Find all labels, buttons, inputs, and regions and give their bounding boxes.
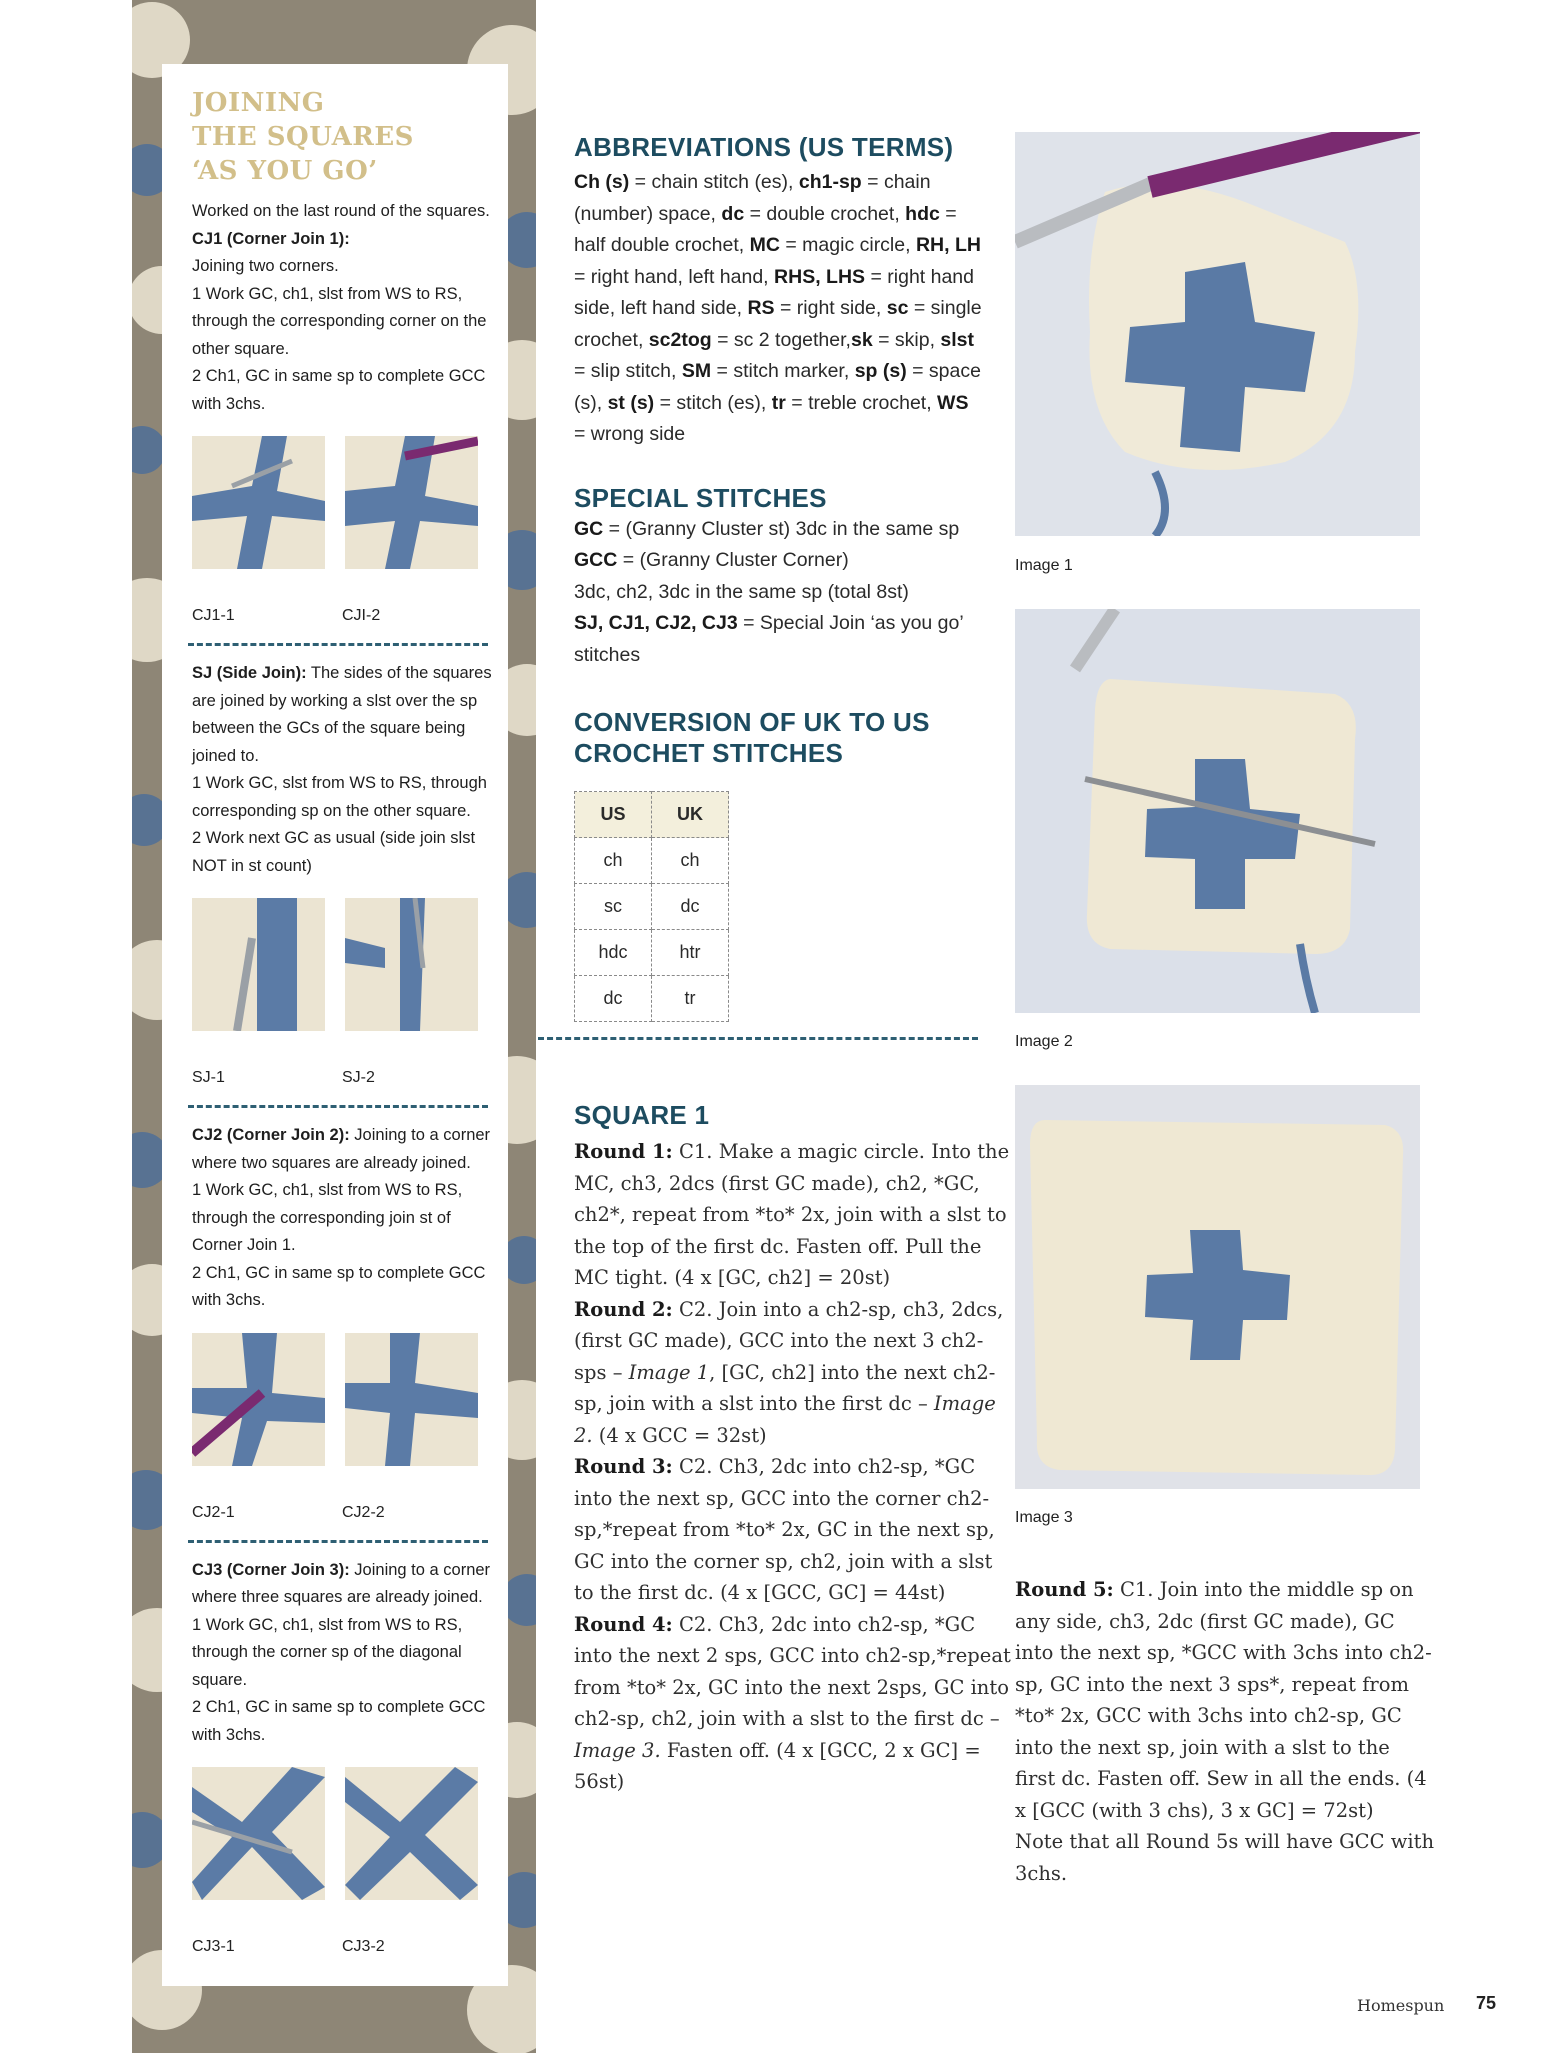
abbreviation-definition: = right hand side, left hand side, [574, 265, 975, 319]
cj2-desc: Joining to a corner where two squares are already joined. [192, 1126, 491, 1172]
abbreviations-list [574, 167, 984, 451]
abbreviation-term: Ch (s) [574, 171, 630, 193]
gcc-term: GCC [574, 549, 618, 571]
round-3-text: C2. Ch3, 2dc into ch2-sp, *GC into the next sp, GCC into the corner ch2-sp,*repeat from *to* 2x, GC in the next sp, GC into the corner sp, ch2, join with a slst to the first dc. (4 x [GCC, GC] = 44st) [574, 1455, 995, 1604]
cj2-2-caption: CJ2-2 [342, 1503, 385, 1521]
image-1-reference: Image 1 [628, 1360, 710, 1384]
sj-2-photo [345, 898, 478, 1031]
image-3-reference: Image 3. [574, 1738, 661, 1762]
abbreviation-definition: = wrong side [574, 423, 686, 445]
cj1-1-caption: CJ1-1 [192, 607, 235, 624]
sj-term: SJ (Side Join): [192, 664, 307, 682]
cj1-term: CJ1 (Corner Join 1): [192, 229, 350, 248]
sj-cj-term: SJ, CJ1, CJ2, CJ3 [574, 612, 738, 634]
cj1-captions [192, 607, 492, 625]
table-cell: ch [575, 838, 652, 884]
abbreviation-definition: = double crochet, [744, 202, 906, 225]
round-3 [574, 1451, 1014, 1609]
round-5 [1015, 1574, 1435, 1889]
abbreviation-definition: = chain stitch (es), [629, 171, 799, 193]
table-cell: ch [652, 838, 729, 884]
round-1-text: C1. Make a magic circle. Into the MC, ch3, 2dcs (first GC made), ch2, *GC, ch2*, repeat from *to* 2x, join with a slst to the top of the first dc. Fasten off. Pull the MC tight. (4 x [GC, ch2] = 20st) [574, 1140, 1010, 1289]
table-cell: hdc [575, 930, 652, 976]
cj2-step-2: 2 Ch1, GC in same sp to complete GCC with 3chs. [192, 1263, 486, 1309]
square-1-heading: SQUARE 1 [574, 1100, 710, 1130]
cj3-desc: Joining to a corner where three squares are already joined. [192, 1560, 491, 1606]
special-stitches-text [574, 514, 984, 672]
abbreviation-term: RHS, LHS [774, 265, 866, 288]
abbreviation-definition: = sc 2 together, [711, 328, 851, 351]
table-row [575, 838, 729, 884]
sidebar-divider-3 [188, 1540, 488, 1543]
table-cell: sc [575, 884, 652, 930]
cj3-2-photo [345, 1767, 478, 1900]
cj3-step-2: 2 Ch1, GC in same sp to complete GCC with 3chs. [192, 1698, 486, 1744]
sj-captions [192, 1069, 492, 1087]
round-4-label: Round 4: [574, 1612, 673, 1636]
sidebar-title [192, 86, 492, 188]
abbreviation-definition: = magic circle, [779, 234, 916, 256]
cj2-1-photo [192, 1333, 325, 1466]
cj2-1-caption: CJ2-1 [192, 1503, 235, 1521]
cj2-term: CJ2 (Corner Join 2): [192, 1126, 350, 1144]
image-2-reference: Image 2. [574, 1392, 996, 1447]
sidebar-divider-2 [188, 1105, 488, 1108]
abbreviation-definition: = treble crochet, [785, 391, 938, 414]
cj3-captions [192, 1938, 492, 1956]
round-3-label: Round 3: [574, 1455, 673, 1478]
abbreviation-term: RH, LH [915, 234, 981, 256]
abbreviation-term: dc [721, 202, 745, 225]
sj-desc: The sides of the squares are joined by working a slst over the sp between the GCs of the square being joined to. [192, 664, 492, 765]
sj-section [192, 660, 492, 880]
cj1-section [192, 198, 492, 418]
sj-1-caption: SJ-1 [192, 1069, 225, 1086]
cj2-captions [192, 1504, 492, 1522]
abbreviation-term: hdc [905, 202, 940, 225]
cj3-term: CJ3 (Corner Join 3): [192, 1560, 350, 1579]
abbreviation-definition: = slip stitch, [574, 360, 682, 382]
image-3-photo [1015, 1085, 1420, 1489]
round-5-note: Note that all Round 5s will have GCC with 3chs. [1015, 1830, 1435, 1885]
abbreviation-term: sc2tog [648, 328, 712, 351]
conversion-table-header [575, 792, 729, 838]
cj1-photos [192, 436, 492, 569]
square-1-instructions [574, 1136, 1014, 1798]
gc-term: GC [574, 517, 604, 540]
round-5-label: Round 5: [1015, 1578, 1114, 1601]
abbreviation-term: SM [681, 360, 712, 382]
abbreviation-term: st (s) [607, 391, 655, 414]
gcc-detail: 3dc, ch2, 3dc in the same sp (total 8st) [574, 580, 909, 603]
cj1-step-2: 2 Ch1, GC in same sp to complete GCC with 3chs. [192, 367, 486, 413]
image-1-caption: Image 1 [1015, 557, 1073, 574]
intro-text: Worked on the last round of the squares. [192, 202, 490, 220]
round-5-text: C1. Join into the middle sp on any side, ch3, 2dc (first GC made), GC into the next sp, *GCC with 3chs into ch2-sp, GC into the next 3 sps*, repeat from *to* 2x, GCC with 3chs into ch2-sp, GC into the next sp, join with a slst to the first dc. Fasten off. Sew in all the ends. (4 x [GCC (with 3 chs), 3 x GC] = 72st) [1015, 1578, 1432, 1822]
sj-cj-desc: = Special Join ‘as you go’ stitches [574, 612, 963, 666]
sj-photos [192, 898, 492, 1031]
table-cell: dc [652, 884, 729, 930]
sidebar-title-line-1: JOINING [192, 88, 325, 118]
cj3-photos [192, 1767, 492, 1900]
round-2-text: , [GC, ch2] into the next ch2-sp, join with a slst into the first dc – [574, 1360, 996, 1415]
abbreviation-term: slst [940, 328, 975, 351]
round-4-text: Fasten off. (4 x [GCC, 2 x GC] = 56st) [574, 1738, 981, 1793]
abbreviation-term: ch1-sp [798, 171, 862, 193]
image-2-caption: Image 2 [1015, 1033, 1073, 1050]
cj2-photos [192, 1333, 492, 1466]
cj3-step-1: 1 Work GC, ch1, slst from WS to RS, through the corner sp of the diagonal square. [192, 1615, 463, 1689]
abbreviation-definition: = single crochet, [574, 297, 982, 351]
sj-1-photo [192, 898, 325, 1031]
abbreviation-definition: = stitch (es), [654, 391, 772, 414]
image-1-photo [1015, 132, 1420, 536]
cj2-2-photo [345, 1333, 478, 1466]
abbreviation-term: MC [749, 234, 780, 256]
abbreviation-definition: = right side, [774, 297, 887, 319]
cj1-2-photo [345, 436, 478, 569]
abbreviation-definition: = space (s), [574, 360, 981, 414]
table-row [575, 976, 729, 1022]
round-4-text: C2. Ch3, 2dc into ch2-sp, *GC into the next 2 sps, GCC into ch2-sp,*repeat from *to* 2x, GC into the next 2sps, GC into ch2-sp, ch2, join with a slst to the first dc – [574, 1612, 1011, 1730]
abbreviation-definition: = skip, [872, 328, 941, 351]
sidebar-divider-1 [188, 643, 488, 646]
table-row [575, 884, 729, 930]
abbreviation-term: sc [886, 297, 909, 319]
conversion-heading-line-1: CONVERSION OF UK TO US [574, 707, 930, 737]
gc-desc: = (Granny Cluster st) 3dc in the same sp [603, 517, 960, 540]
sj-2-caption: SJ-2 [342, 1069, 375, 1086]
image-2-photo [1015, 609, 1420, 1013]
cj3-section [192, 1557, 492, 1750]
round-2-label: Round 2: [574, 1297, 673, 1321]
abbreviation-term: sk [850, 328, 873, 351]
cj2-section [192, 1122, 492, 1315]
sidebar-title-line-3: ‘AS YOU GO’ [192, 156, 378, 186]
round-4 [574, 1609, 1014, 1798]
cj2-step-1: 1 Work GC, ch1, slst from WS to RS, through the corresponding join st of Corner Join 1. [192, 1181, 463, 1254]
cj3-1-photo [192, 1767, 325, 1900]
abbreviation-term: WS [937, 391, 969, 414]
round-1-label: Round 1: [574, 1140, 673, 1163]
header-us: US [575, 792, 652, 838]
table-cell: htr [652, 930, 729, 976]
cj1-1-photo [192, 436, 325, 569]
cj1-2-caption: CJI-2 [342, 607, 381, 624]
abbreviation-definition: = stitch marker, [711, 360, 855, 382]
table-cell: tr [652, 976, 729, 1022]
round-2 [574, 1294, 1014, 1452]
cj3-2-caption: CJ3-2 [342, 1938, 385, 1955]
abbreviations-heading: ABBREVIATIONS (US TERMS) [574, 132, 954, 162]
table-row [575, 930, 729, 976]
special-stitches-heading: SPECIAL STITCHES [574, 482, 827, 513]
round-1 [574, 1136, 1014, 1294]
round-2-text: (4 x GCC = 32st) [592, 1423, 767, 1447]
sidebar-title-line-2: THE SQUARES [192, 122, 414, 152]
section-divider [538, 1037, 978, 1040]
sidebar-joining-squares [162, 64, 508, 1986]
abbreviation-term: sp (s) [854, 360, 907, 382]
header-uk: UK [652, 792, 729, 838]
abbreviation-term: tr [771, 391, 786, 414]
cj1-step-1: 1 Work GC, ch1, slst from WS to RS, through the corresponding corner on the other square. [192, 284, 487, 358]
page-number: 75 [1476, 1993, 1497, 2013]
conversion-heading [574, 707, 984, 769]
image-3-caption: Image 3 [1015, 1509, 1073, 1526]
conversion-table [574, 791, 729, 1022]
reference-column [574, 132, 984, 1022]
abbreviation-term: RS [747, 297, 775, 319]
gcc-desc: = (Granny Cluster Corner) [617, 549, 849, 571]
abbreviation-definition: = chain (number) space, [574, 171, 931, 225]
table-cell: dc [575, 976, 652, 1022]
cj1-desc: Joining two corners. [192, 257, 339, 275]
sj-step-1: 1 Work GC, slst from WS to RS, through corresponding sp on the other square. [192, 774, 487, 820]
cj3-1-caption: CJ3-1 [192, 1938, 235, 1955]
sj-step-2: 2 Work next GC as usual (side join slst NOT in st count) [192, 829, 476, 875]
conversion-heading-line-2: CROCHET STITCHES [574, 738, 844, 768]
round-2-text: C2. Join into a ch2-sp, ch3, 2dcs, (first GC made), GCC into the next 3 ch2-sps – [574, 1297, 1004, 1384]
abbreviation-definition: = half double crochet, [574, 202, 957, 256]
abbreviation-definition: = right hand, left hand, [574, 265, 775, 288]
magazine-name: Homespun [1357, 1996, 1445, 2015]
